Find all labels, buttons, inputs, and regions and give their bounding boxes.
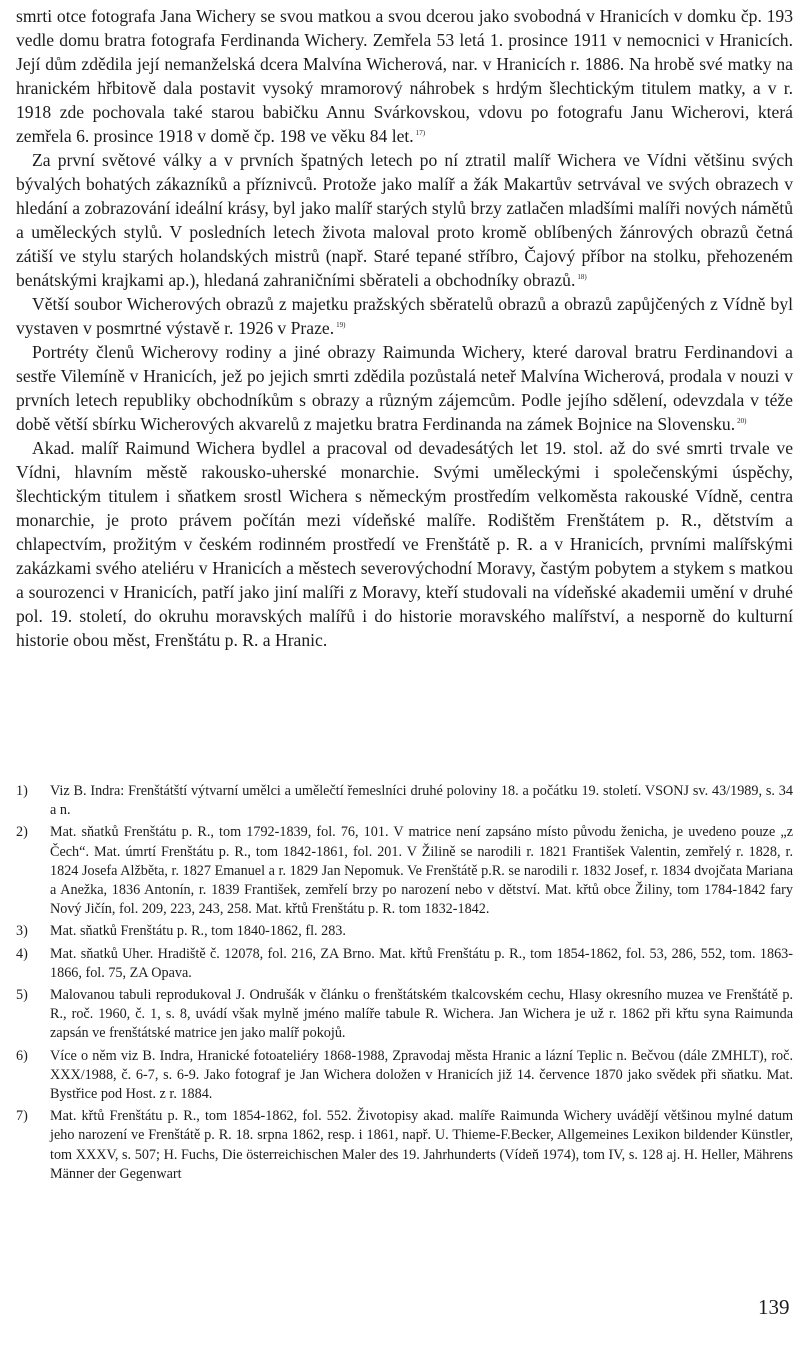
footnote — [16, 823, 793, 919]
footnote-text: Mat. sňatků Frenštátu p. R., tom 1792-1839, fol. 76, 101. V matrice není zapsáno místo původu ženicha, je uvedeno pouze „z Čech“. Mat. úmrtí Frenštátu p. R., tom 1842-1861, fol. 201. V Žilině se narodili r. 1821 František Valentin, zemřelý r. 1828, r. 1824 Josefa Alžběta, r. 1827 Emanuel a r. 1829 Jan Nepomuk. Ve Frenštátě p.R. se narodili r. 1832 Josef, r. 1834 dvojčata Mariana a Anežka, 1836 Antonín, r. 1839 František, zemřelí brzy po narození nebo v dětství. Mat. křtů obce Žiliny, tom 1784-1842 fary Nový Jičín, fol. 209, 223, 243, 258. Mat. křtů Frenštátu p. R. tom 1832-1842. — [50, 824, 793, 918]
footnote — [16, 922, 793, 941]
footnote-ref: 19) — [336, 321, 346, 330]
footnote-text: Viz B. Indra: Frenštátští výtvarní umělci a umělečtí řemeslníci druhé poloviny 18. a počátku 19. století. VSONJ sv. 43/1989, s. 34 a n. — [50, 783, 793, 819]
footnote-number: 1) — [16, 783, 28, 799]
footnote-number: 4) — [16, 945, 28, 962]
footnote-number: 2) — [16, 824, 28, 841]
footnote-number: 7) — [16, 1108, 28, 1125]
footnote-text: Mat. křtů Frenštátu p. R., tom 1854-1862, fol. 552. Životopisy akad. malíře Raimunda Wichery uvádějí většinou mylné datum jeho narození ve Frenštátě p. R. 18. srpna 1862, resp. i 1861, např. U. Thieme-F.Becker, Allgemeines Lexikon bildender Künstler, tom XXXV, s. 507; H. Fuchs, Die österreichischen Maler des 19. Jahrhunderts (Vídeň 1974), tom IV, s. 128 aj. H. Heller, Mährens Männer der Gegenwart — [50, 1108, 793, 1182]
paragraph-exhibition: Větší soubor Wicherových obrazů z majetku pražských sběratelů obrazů a obrazů zapůjčených z Vídně byl vystaven v posmrtné výstavě r. 1926 v Praze. $^{19)}$ — [16, 294, 793, 338]
footnote-text: Mat. sňatků Frenštátu p. R., tom 1840-1862, fl. 283. — [50, 923, 346, 940]
footnote-number: 3) — [16, 923, 28, 940]
footnote — [16, 945, 793, 983]
footnote-ref: 18) — [577, 273, 587, 282]
footnote — [16, 986, 793, 1044]
footnote — [16, 782, 793, 820]
footnote — [16, 1047, 793, 1105]
article-body — [16, 4, 793, 652]
footnote-ref: 17) — [415, 129, 426, 138]
footnotes — [16, 782, 793, 1187]
paragraph-war-years: Za první světové války a v prvních špatných letech po ní ztratil malíř Wichera ve Vídni většinu svých bývalých bohatých zákazníků a příznivců. Protože jako malíř a žák Makartův setrvával ve svých obrazech v hledání a zobrazování ideální krásy, byl jako malíř starých stylů brzy zatlačen mladšími malíři nových námětů a uměleckých stylů. V posledních letech života maloval proto kromě oblíbených žánrových obrazů četná zátiší ve stylu starých holandských mistrů (např. Staré tepané stříbro, Čajový příbor na stolku, přehozeném benátskými krajkami ap.), hledaná zahraničními sběrateli a obchodníky obrazů. $^{18)}$ — [16, 150, 793, 290]
footnote-number: 6) — [16, 1047, 28, 1064]
paragraph-portraits: Portréty členů Wicherovy rodiny a jiné obrazy Raimunda Wichery, které daroval bratru Ferdinandovi a sestře Vilemíně v Hranicích, jež po jejich smrti zdědila pozůstalá neteř Malvína Wicherová, prodala v nouzi v prvních letech republiky obchodníkům s obrazy a různým zájemcům. Podle jejího sdělení, odevzdala v téže době větší sbírku Wicherových akvarelů z majetku bratra Ferdinanda na zámek Bojnice na Slovensku. $^{20)}$ — [16, 342, 793, 434]
footnote-text: Více o něm viz B. Indra, Hranické fotoateliéry 1868-1988, Zpravodaj města Hranic a lázní Teplic n. Bečvou (dále ZMHLT), roč. XXX/1988, č. 6-7, s. 6-9. Jako fotograf je Jan Wichera doložen v Hranicích již 14. července 1870 jako svědek při sňatku. Mat. Bystřice pod Host. z r. 1884. — [50, 1047, 793, 1103]
footnote-ref: 20) — [737, 417, 747, 426]
footnote-text: Mat. sňatků Uher. Hradiště č. 12078, fol. 216, ZA Brno. Mat. křtů Frenštátu p. R., tom 1854-1862, fol. 53, 286, 552, tom. 1863-1866, fol. 75, ZA Opava. — [50, 945, 793, 981]
paragraph-vienna: Akad. malíř Raimund Wichera bydlel a pracoval od devadesátých let 19. stol. až do své smrti trvale ve Vídni, hlavním městě rakousko-uherské monarchie. Svými uměleckými i společenskými úspěchy, šlechtickým titulem i sňatkem srostl Wichera s německým prostředím velkoměsta rakouské Vídně, centra monarchie, je proto právem počítán mezi vídeňské malíře. Rodištěm Frenštátem p. R., dětstvím a chlapectvím, prožitým v českém rodinném prostředí ve Frenštátě p. R. a v Hranicích, prvními malířskými zakázkami svého ateliéru v Hranicích a městech severovýchodní Moravy, častým pobytem a stykem s matkou a sourozenci v Hranicích, patří jako jiní malíři z Moravy, kteří studovali na vídeňské akademii umění v druhé pol. 19. století, do okruhu moravských malířů i do historie moravského malířství, a nesporně do kulturní historie obou měst, Frenštátu p. R. a Hranic. — [16, 438, 793, 650]
footnote — [16, 1107, 793, 1184]
footnote-number: 5) — [16, 987, 28, 1004]
page-number: 139 — [758, 1295, 790, 1319]
footnote-text: Malovanou tabuli reprodukoval J. Ondrušák v článku o frenštátském tkalcovském cechu, Hlasy okresního muzea ve Frenštátě p. R., roč. 1960, č. 1, s. 8, uvádí však mylně jméno malíře tabule R. Wichera. Jan Wichera je už r. 1862 při křtu syna Raimunda zapsán ve frenštátské matrice jen jako malíř pokojů. — [50, 987, 793, 1042]
paragraph-continued: smrti otce fotografa Jana Wichery se svou matkou a svou dcerou jako svobodná v Hranicích v domku čp. 193 vedle domu bratra fotografa Ferdinanda Wichery. Zemřela 53 letá 1. prosince 1911 v nemocnici v Hranicích. Její dům zdědila její nemanželská dcera Malvína Wicherová, nar. v Hranicích r. 1886. Na hrobě své matky na hranickém hřbitově dala postavit vysoký mramorový náhrobek s hrdým šlechtickým titulem matky, a v r. 1918 zde pochovala také starou babičku Annu Svárkovskou, vdovu po fotografu Janu Wicherovi, která zemřela 6. prosince 1918 v domě čp. 198 ve věku 84 let. $^{17)}$ — [16, 6, 793, 146]
